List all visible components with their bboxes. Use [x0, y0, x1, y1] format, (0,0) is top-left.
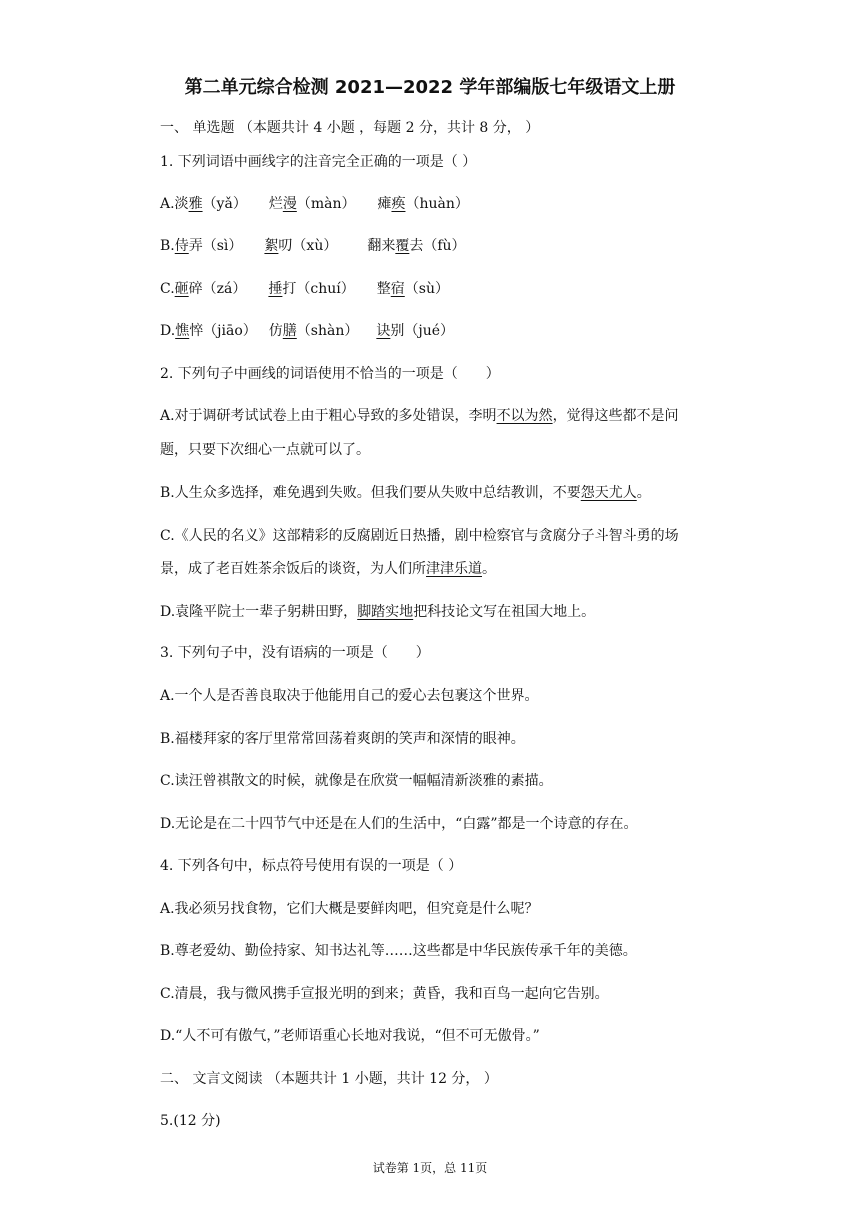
text: ，觉得这些都不是问: [552, 408, 679, 424]
question-2-option-d: [160, 602, 595, 622]
text: A.淡: [160, 196, 189, 212]
question-1-option-c: [160, 279, 449, 299]
question-3-option-d: D.无论是在二十四节气中还是在人们的生活中，“白露”都是一个诗意的存在。: [160, 816, 638, 832]
question-2-option-a-continuation: 题，只要下次细心一点就可以了。: [160, 442, 370, 458]
pinyin: （shàn）: [296, 323, 359, 339]
section-heading-classical-reading: 二、 文言文阅读 （本题共计 1 小题，共计 12 分， ）: [160, 1071, 498, 1087]
text: A.对于调研考试试卷上由于粗心导致的多处错误，李明: [160, 408, 497, 424]
question-2-option-a: [160, 406, 679, 426]
question-3-option-a: A.一个人是否善良取决于他能用自己的爱心去包裹这个世界。: [160, 688, 539, 704]
pinyin: （sù）: [404, 281, 449, 297]
pinyin: 悴（jiāo）: [189, 323, 257, 339]
pinyin: 弄（sì）: [188, 238, 243, 254]
underlined-char: 覆: [395, 238, 410, 254]
document-title: 第二单元综合检测 2021—2022 学年部编版七年级语文上册: [184, 77, 676, 98]
underlined-char: 漫: [282, 196, 297, 212]
question-4-option-b: B.尊老爱幼、勤俭持家、知书达礼等……这些都是中华民族传承千年的美德。: [160, 943, 637, 959]
question-1-option-d: [160, 321, 454, 341]
pinyin: （huàn）: [405, 196, 469, 212]
pinyin: 碎（zá）: [188, 281, 247, 297]
text: C.: [160, 281, 175, 297]
underlined-char: 痪: [391, 196, 406, 212]
text: 瘫: [377, 196, 392, 212]
pinyin: 叨（xù）: [278, 238, 338, 254]
section-heading-single-choice: 一、 单选题 （本题共计 4 小题 ，每题 2 分，共计 8 分， ）: [160, 120, 540, 136]
text: 仿: [268, 323, 283, 339]
text: 翻来: [367, 238, 396, 254]
text: B.人生众多选择，难免遇到失败。但我们要从失败中总结教训，不要: [160, 485, 581, 501]
text: D.袁隆平院士一辈子躬耕田野，: [160, 604, 358, 620]
pinyin: 别（jué）: [390, 323, 455, 339]
question-2-option-c: C.《人民的名义》这部精彩的反腐剧近日热播，剧中检察官与贪腐分子斗智斗勇的场: [160, 528, 679, 544]
underlined-phrase: 津津乐道: [426, 561, 482, 577]
underlined-char: 雅: [188, 196, 203, 212]
question-1-option-a: [160, 194, 469, 214]
underlined-char: 絮: [264, 238, 279, 254]
underlined-char: 捶: [268, 281, 283, 297]
question-4-stem: 4. 下列各句中，标点符号使用有误的一项是（ ）: [160, 858, 463, 874]
page-footer: 试卷第 1页，总 11页: [372, 1161, 488, 1175]
question-3-stem: 3. 下列句子中，没有语病的一项是（ ）: [160, 645, 430, 661]
underlined-char: 诀: [376, 323, 391, 339]
underlined-char: 憔: [175, 323, 190, 339]
text: 景，成了老百姓茶余饭后的谈资，为人们所: [160, 561, 426, 577]
text: 把科技论文写在祖国大地上。: [413, 604, 596, 620]
text: 。: [482, 561, 496, 577]
question-3-option-b: B.福楼拜家的客厅里常常回荡着爽朗的笑声和深情的眼神。: [160, 731, 525, 747]
underlined-char: 砸: [174, 281, 189, 297]
question-4-option-d: D.“人不可有傲气，”老师语重心长地对我说，“但不可无傲骨。”: [160, 1028, 540, 1044]
pinyin: 打（chuí）: [282, 281, 355, 297]
text: 。: [636, 485, 651, 501]
question-5-stem: 5.(12 分): [160, 1113, 221, 1129]
text: D.: [160, 323, 176, 339]
text: 烂: [268, 196, 283, 212]
question-4-option-a: A.我必须另找食物，它们大概是要鲜肉吧，但究竟是什么呢？: [160, 901, 539, 917]
pinyin: （yǎ）: [202, 196, 247, 212]
question-2-option-c-continuation: [160, 559, 496, 579]
underlined-char: 膳: [282, 323, 297, 339]
question-1-option-b: [160, 236, 466, 256]
underlined-phrase: 脚踏实地: [357, 604, 414, 620]
question-2-option-b: [160, 483, 651, 503]
underlined-char: 侍: [174, 238, 189, 254]
question-3-option-c: C.读汪曾祺散文的时候，就像是在欣赏一幅幅清新淡雅的素描。: [160, 773, 553, 789]
question-1-stem: 1. 下列词语中画线字的注音完全正确的一项是（ ）: [160, 154, 477, 170]
text: B.: [160, 238, 175, 254]
question-2-stem: 2. 下列句子中画线的词语使用不恰当的一项是（ ）: [160, 366, 500, 382]
pinyin: （màn）: [296, 196, 356, 212]
underlined-phrase: 怨天尤人: [580, 485, 637, 501]
text: 整: [376, 281, 391, 297]
underlined-phrase: 不以为然: [496, 408, 553, 424]
underlined-char: 宿: [390, 281, 405, 297]
question-4-option-c: C.清晨，我与微风携手宣报光明的到来；黄昏，我和百鸟一起向它告别。: [160, 986, 609, 1002]
pinyin: 去（fù）: [409, 238, 466, 254]
